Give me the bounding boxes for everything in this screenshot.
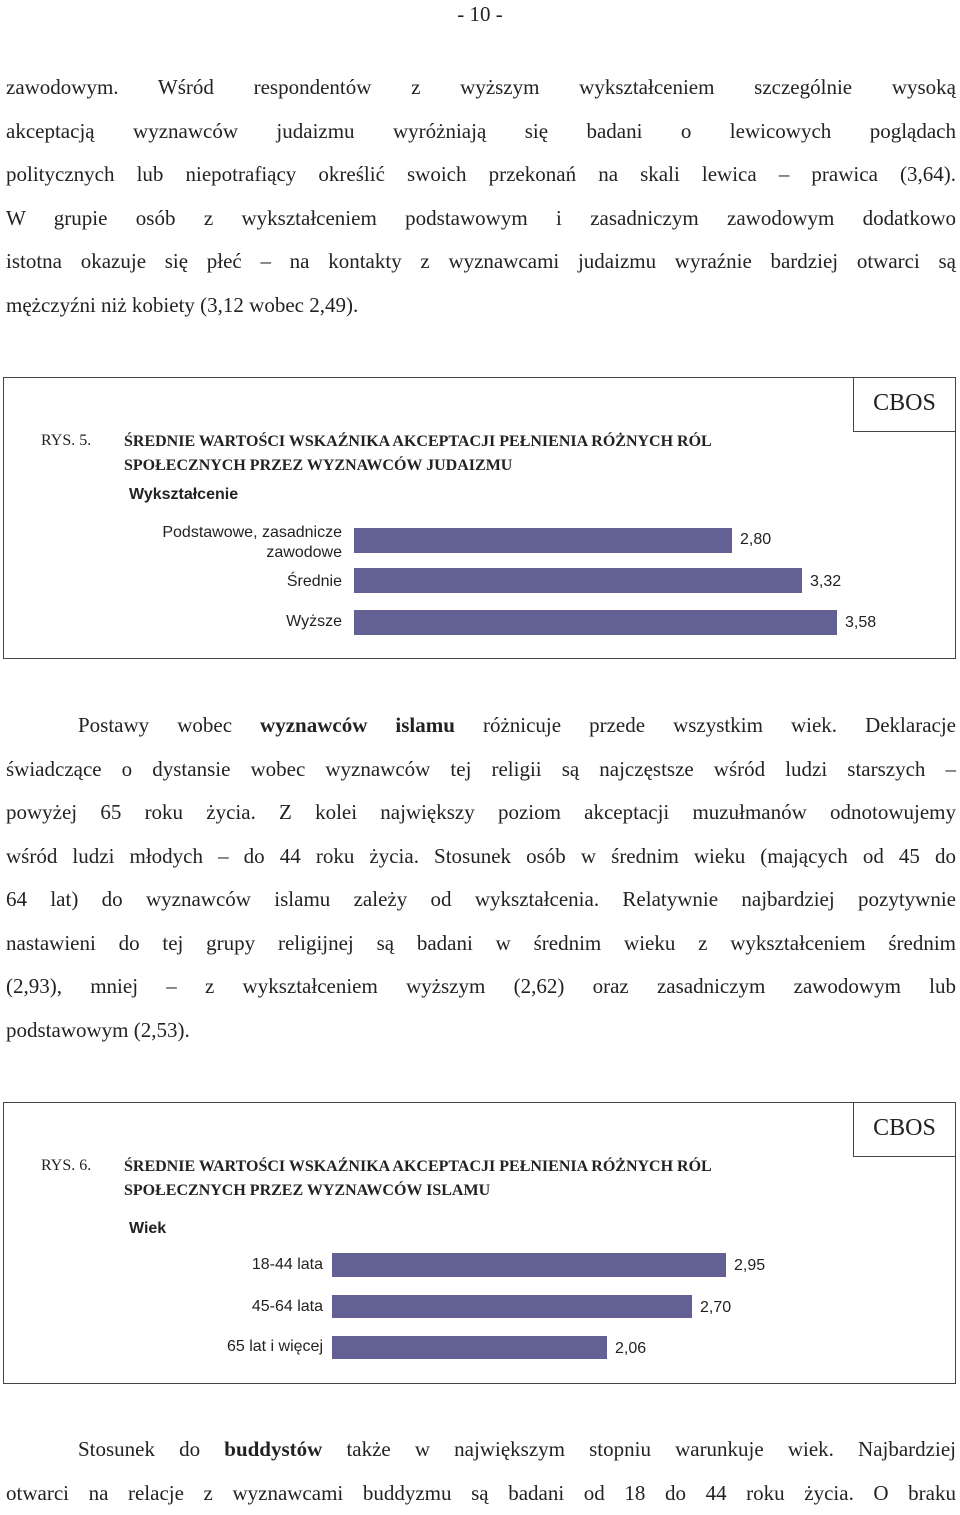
data-label: 2,95 <box>734 1257 765 1275</box>
text-line: W grupie osób z wykształceniem podstawowym i zasadniczym zawodowym dodatkowo <box>6 197 956 241</box>
bar <box>332 1253 726 1277</box>
text-line: zawodowym. Wśród respondentów z wyższym wykształceniem szczególnie wysoką <box>6 66 956 110</box>
axis-group-label: Wykształcenie <box>129 486 238 504</box>
text-line: Postawy wobec wyznawców islamu różnicuje przede wszystkim wiek. Deklaracje <box>6 704 956 748</box>
text-line: akceptacją wyznawców judaizmu wyróżniają się badani o lewicowych poglądach <box>6 110 956 154</box>
emphasis-buddhism: buddystów <box>224 1437 322 1461</box>
text-line: powyżej 65 roku życia. Z kolei największy poziom akceptacji muzułmanów odnotowujemy <box>6 791 956 835</box>
bar <box>332 1336 607 1359</box>
category-label: 45-64 lata <box>104 1297 323 1317</box>
bar <box>354 610 837 635</box>
data-label: 2,06 <box>615 1340 646 1358</box>
chart-judaism-education <box>3 377 956 659</box>
data-label: 3,58 <box>845 614 876 632</box>
text-line: politycznych lub niepotrafiący określić swoich przekonań na skali lewica – prawica (3,64). <box>6 153 956 197</box>
axis-group-label: Wiek <box>129 1220 166 1238</box>
text-line: wśród ludzi młodych – do 44 roku życia. Stosunek osób w średnim wieku (mających od 45 do <box>6 835 956 879</box>
category-label: Średnie <box>104 572 342 592</box>
figure-number: RYS. 5. <box>41 432 91 450</box>
cbos-label: CBOS <box>853 378 955 432</box>
text-line: podstawowym (2,53). <box>6 1009 956 1053</box>
text-line: mężczyźni niż kobiety (3,12 wobec 2,49). <box>6 284 956 328</box>
bar <box>332 1295 692 1318</box>
figure-number: RYS. 6. <box>41 1157 91 1175</box>
category-label: 18-44 lata <box>104 1255 323 1275</box>
text-line: istotna okazuje się płeć – na kontakty z wyznawcami judaizmu wyraźnie bardziej otwarci są <box>6 240 956 284</box>
data-label: 2,70 <box>700 1299 731 1317</box>
category-label: 65 lat i więcej <box>104 1337 323 1357</box>
category-label: Podstawowe, zasadnicze zawodowe <box>104 523 342 563</box>
chart-title: ŚREDNIE WARTOŚCI WSKAŹNIKA AKCEPTACJI PEŁNIENIA RÓŻNYCH RÓL SPOŁECZNYCH PRZEZ WYZNAWCÓW ISLAMU <box>124 1155 712 1203</box>
data-label: 2,80 <box>740 531 771 549</box>
text-line: (2,93), mniej – z wykształceniem wyższym (2,62) oraz zasadniczym zawodowym lub <box>6 965 956 1009</box>
bar <box>354 528 732 553</box>
text-line: nastawieni do tej grupy religijnej są badani w średnim wieku z wykształceniem średnim <box>6 922 956 966</box>
paragraph-buddhism-age <box>6 1428 956 1515</box>
emphasis-islam: wyznawców islamu <box>260 713 455 737</box>
data-label: 3,32 <box>810 573 841 591</box>
text-line: świadczące o dystansie wobec wyznawców tej religii są najczęstsze wśród ludzi starszych – <box>6 748 956 792</box>
category-label: Wyższe <box>104 612 342 632</box>
chart-islam-age <box>3 1102 956 1384</box>
page-number: - 10 - <box>0 2 960 27</box>
paragraph-islam-age <box>6 704 956 1052</box>
chart-title: ŚREDNIE WARTOŚCI WSKAŹNIKA AKCEPTACJI PEŁNIENIA RÓŻNYCH RÓL SPOŁECZNYCH PRZEZ WYZNAWCÓW JUDAIZMU <box>124 430 712 478</box>
text-line: otwarci na relacje z wyznawcami buddyzmu są badani od 18 do 44 roku życia. O braku <box>6 1472 956 1515</box>
bar <box>354 568 802 593</box>
text-line: 64 lat) do wyznawców islamu zależy od wykształcenia. Relatywnie najbardziej pozytywnie <box>6 878 956 922</box>
text-line: Stosunek do buddystów także w największym stopniu warunkuje wiek. Najbardziej <box>6 1428 956 1472</box>
cbos-label: CBOS <box>853 1103 955 1157</box>
paragraph-judaism-education <box>6 66 956 327</box>
